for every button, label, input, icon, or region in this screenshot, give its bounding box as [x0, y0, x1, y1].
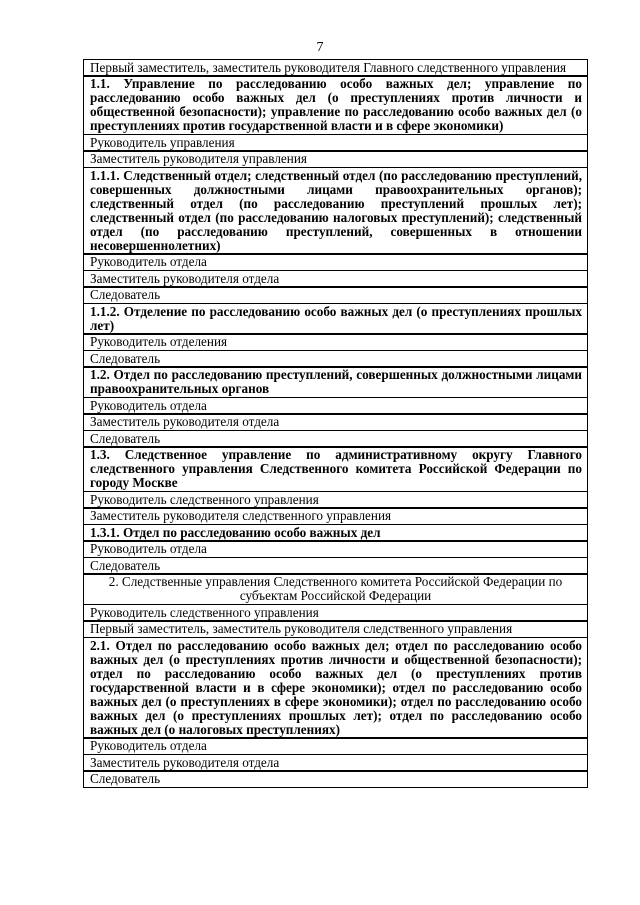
table-row: Следователь — [83, 770, 588, 788]
table-row: 1.1. Управление по расследованию особо важных дел; управление по расследованию особо важных дел (о преступлениях против личности и общественной безопасности); управление по расследованию особо важных дел (о преступлениях против государственной власти и в сфере экономики) — [83, 75, 588, 135]
table-row: Руководитель отдела — [83, 540, 588, 558]
table-row: Руководитель управления — [83, 134, 588, 152]
table-row: 1.3. Следственное управление по административному округу Главного следственного управления Следственного комитета Российской Федерации по городу Москве — [83, 446, 588, 492]
section-heading-row: 2. Следственные управления Следственного комитета Российской Федерации по субъектам Российской Федерации — [83, 573, 588, 605]
table-row: Руководитель отдела — [83, 397, 588, 415]
table-row: Руководитель отделения — [83, 333, 588, 351]
positions-table — [83, 60, 588, 788]
table-row: Заместитель руководителя отдела — [83, 413, 588, 431]
table-row: 1.1.1. Следственный отдел; следственный отдел (по расследованию преступлений, совершенных должностными лицами правоохранительных органов); следственный отдел (по расследованию преступлений прошлых лет); следственный отдел (по расследованию налоговых преступлений); следственный отдел (по расследованию преступлений, совершенных в отношении несовершеннолетних) — [83, 167, 588, 255]
table-row: Руководитель отдела — [83, 253, 588, 271]
table-row: Руководитель следственного управления — [83, 491, 588, 509]
table-row: Заместитель руководителя отдела — [83, 270, 588, 288]
table-row: Первый заместитель, заместитель руководителя Главного следственного управления — [83, 59, 588, 77]
table-row: Заместитель руководителя управления — [83, 150, 588, 168]
page-number: 7 — [316, 40, 324, 55]
table-row: Заместитель руководителя следственного управления — [83, 507, 588, 525]
table-row: Руководитель следственного управления — [83, 604, 588, 622]
table-row: 2.1. Отдел по расследованию особо важных дел; отдел по расследованию особо важных дел (о преступлениях против личности и общественной безопасности); отдел по расследованию особо важных дел (о преступлениях против государственной власти и в сфере экономики); отдел по расследованию особо важных дел (о преступлениях в сфере экономики); отдел по расследованию особо важных дел (о преступлениях прошлых лет); отдел по расследованию особо важных дел (о налоговых преступлениях) — [83, 637, 588, 739]
table-row: Следователь — [83, 430, 588, 448]
table-row: 1.1.2. Отделение по расследованию особо важных дел (о преступлениях прошлых лет) — [83, 303, 588, 335]
table-row: Следователь — [83, 350, 588, 368]
table-row: Первый заместитель, заместитель руководителя следственного управления — [83, 620, 588, 638]
table-row: Заместитель руководителя отдела — [83, 754, 588, 772]
table-row: Следователь — [83, 557, 588, 575]
table-row: 1.3.1. Отдел по расследованию особо важных дел — [83, 524, 588, 542]
table-row: 1.2. Отдел по расследованию преступлений, совершенных должностными лицами правоохранительных органов — [83, 366, 588, 398]
table-row: Руководитель отдела — [83, 737, 588, 755]
table-row: Следователь — [83, 286, 588, 304]
